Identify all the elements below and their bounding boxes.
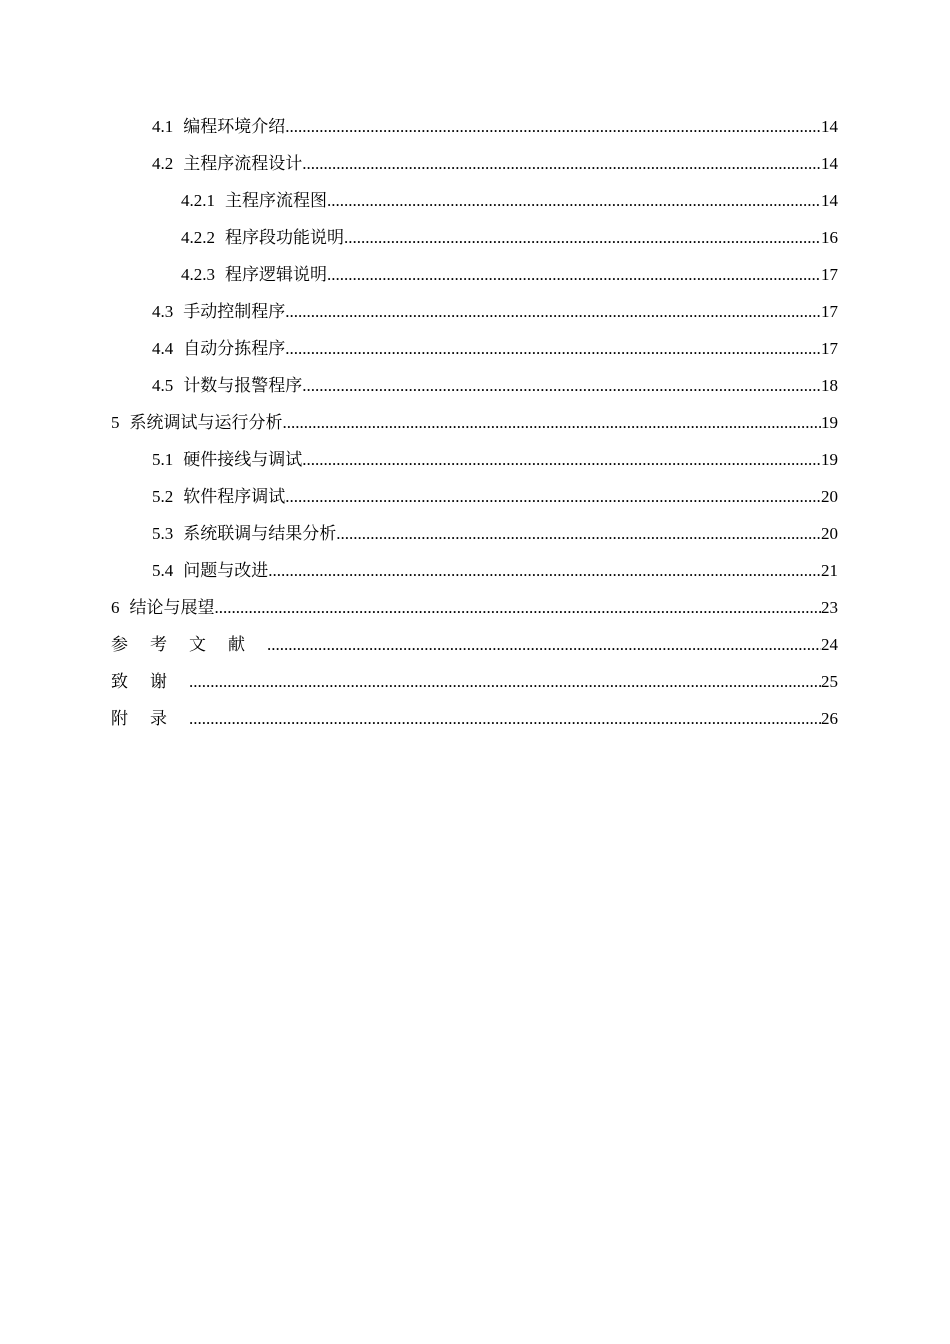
toc-entry-number: 4.2	[152, 154, 174, 173]
toc-entry-title: 结论与展望	[129, 598, 215, 617]
toc-entry-number: 5	[111, 413, 120, 432]
toc-entry-title: 系统联调与结果分析	[183, 524, 337, 543]
toc-entry-number: 4.1	[152, 117, 174, 136]
toc-entry-title: 主程序流程设计	[183, 154, 303, 173]
toc-dot-leader	[344, 219, 821, 256]
toc-entry-title: 手动控制程序	[183, 302, 286, 321]
toc-entry-number: 4.5	[152, 376, 174, 395]
toc-entry-title: 程序逻辑说明	[225, 265, 327, 284]
toc-dot-leader	[327, 182, 821, 219]
toc-entry[interactable]	[111, 441, 838, 478]
toc-entry-number: 4.3	[152, 302, 174, 321]
toc-entry-page: 14	[821, 191, 838, 210]
toc-entry-title: 自动分拣程序	[183, 339, 286, 358]
toc-dot-leader	[336, 515, 821, 552]
toc-entry[interactable]	[111, 700, 838, 737]
toc-entry-title: 致谢	[111, 672, 189, 691]
toc-entry-page: 19	[821, 450, 838, 469]
toc-entry[interactable]	[111, 293, 838, 330]
toc-entry[interactable]	[111, 663, 838, 700]
toc-entry-page: 17	[821, 339, 838, 358]
toc-dot-leader	[268, 552, 821, 589]
toc-dot-leader	[302, 441, 821, 478]
toc-dot-leader	[283, 404, 822, 441]
toc-dot-leader	[302, 367, 821, 404]
toc-entry-page: 26	[821, 709, 838, 728]
toc-dot-leader	[189, 663, 821, 700]
toc-entry-title: 主程序流程图	[225, 191, 327, 210]
toc-dot-leader	[285, 108, 821, 145]
toc-entry[interactable]	[111, 589, 838, 626]
toc-entry[interactable]	[111, 478, 838, 515]
toc-entry-title: 参考文献	[111, 635, 267, 654]
toc-dot-leader	[267, 626, 821, 663]
toc-dot-leader	[215, 589, 822, 626]
toc-entry-page: 14	[821, 117, 838, 136]
toc-entry-number: 4.4	[152, 339, 174, 358]
toc-entry-number: 5.3	[152, 524, 174, 543]
toc-dot-leader	[302, 145, 821, 182]
toc-entry-page: 18	[821, 376, 838, 395]
toc-entry-title: 问题与改进	[183, 561, 269, 580]
toc-dot-leader	[189, 700, 821, 737]
toc-entry[interactable]	[111, 219, 838, 256]
toc-entry-number: 4.2.1	[181, 191, 215, 210]
toc-entry[interactable]	[111, 145, 838, 182]
toc-entry-page: 19	[821, 413, 838, 432]
toc-entry-title: 程序段功能说明	[225, 228, 344, 247]
toc-entry[interactable]	[111, 182, 838, 219]
toc-entry-title: 编程环境介绍	[183, 117, 286, 136]
toc-entry-page: 24	[821, 635, 838, 654]
toc-entry[interactable]	[111, 404, 838, 441]
toc-entry-page: 17	[821, 302, 838, 321]
toc-entry-page: 20	[821, 487, 838, 506]
toc-entry-page: 25	[821, 672, 838, 691]
toc-entry-number: 6	[111, 598, 120, 617]
toc-entry-number: 4.2.2	[181, 228, 215, 247]
toc-entry-title: 硬件接线与调试	[183, 450, 303, 469]
toc-entry-page: 20	[821, 524, 838, 543]
toc-entry[interactable]	[111, 330, 838, 367]
toc-entry[interactable]	[111, 626, 838, 663]
toc-entry-title: 附录	[111, 709, 189, 728]
toc-entry-number: 4.2.3	[181, 265, 215, 284]
toc-entry-page: 16	[821, 228, 838, 247]
toc-entry-title: 计数与报警程序	[183, 376, 303, 395]
toc-dot-leader	[285, 330, 821, 367]
toc-dot-leader	[285, 478, 821, 515]
toc-entry-title: 系统调试与运行分析	[129, 413, 283, 432]
toc-entry-page: 17	[821, 265, 838, 284]
toc-entry-page: 21	[821, 561, 838, 580]
toc-entry[interactable]	[111, 515, 838, 552]
toc-dot-leader	[285, 293, 821, 330]
table-of-contents	[111, 108, 838, 737]
toc-entry-number: 5.1	[152, 450, 174, 469]
toc-entry-number: 5.4	[152, 561, 174, 580]
toc-dot-leader	[327, 256, 821, 293]
toc-entry[interactable]	[111, 108, 838, 145]
toc-entry[interactable]	[111, 552, 838, 589]
toc-entry[interactable]	[111, 256, 838, 293]
toc-entry-title: 软件程序调试	[183, 487, 286, 506]
toc-entry-number: 5.2	[152, 487, 174, 506]
toc-entry-page: 14	[821, 154, 838, 173]
toc-entry[interactable]	[111, 367, 838, 404]
toc-entry-page: 23	[821, 598, 838, 617]
